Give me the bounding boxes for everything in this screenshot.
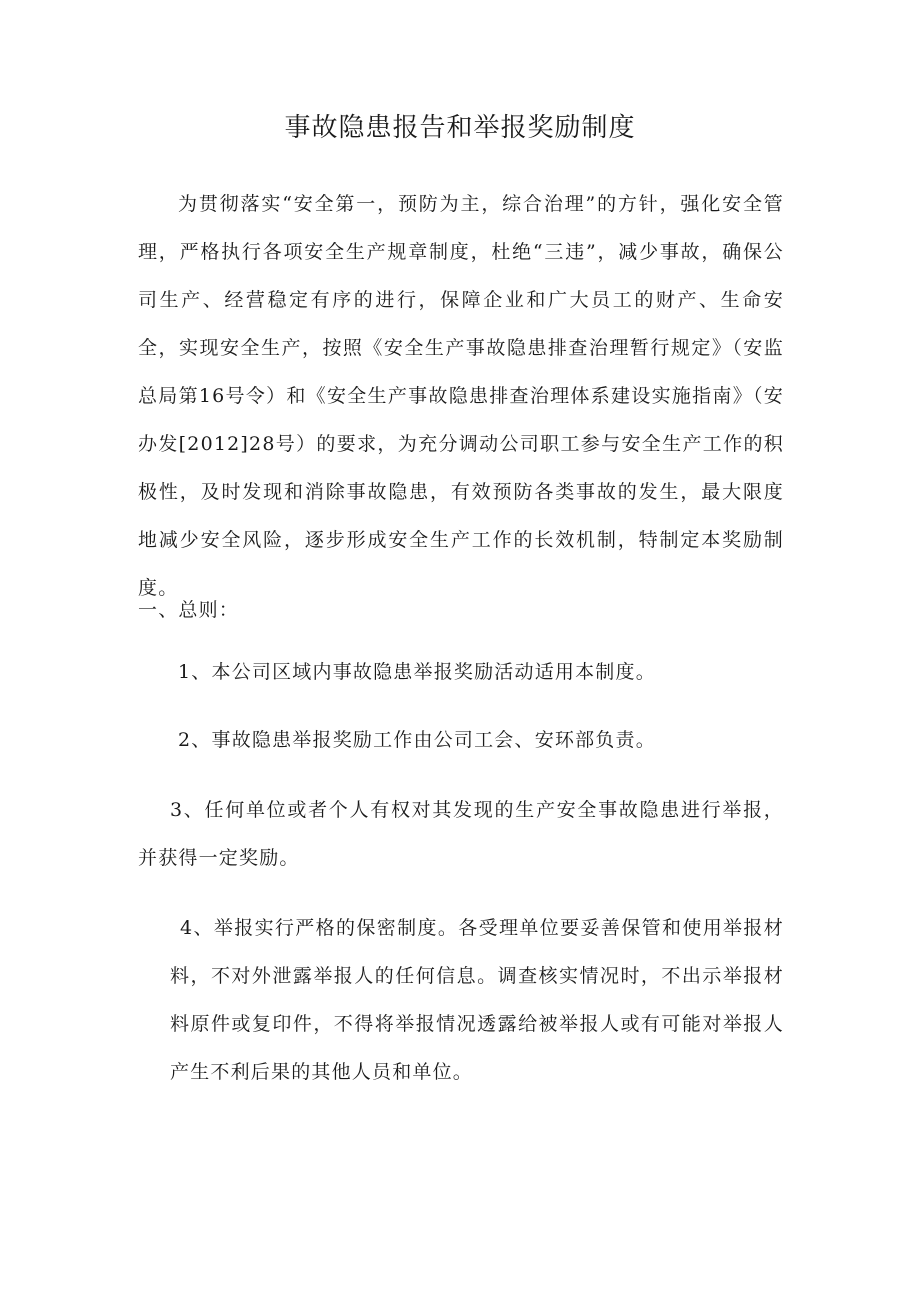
clause-2: 2、事故隐患举报奖励工作由公司工会、安环部负责。 [178,729,656,751]
document-title: 事故隐患报告和举报奖励制度 [284,113,636,143]
clause-1: 1、本公司区域内事故隐患举报奖励活动适用本制度。 [178,661,656,683]
clause-4: 4、举报实行严格的保密制度。各受理单位要妥善保管和使用举报材料，不对外泄露举报人的任何信息。调查核实情况时，不出示举报材料原件或复印件，不得将举报情况透露给被举报人或有可能对举报人产生不利后果的其他人员和单位。 [170,917,784,1083]
intro-paragraph: 为贯彻落实“安全第一，预防为主，综合治理”的方针，强化安全管理，严格执行各项安全生产规章制度，杜绝“三违”，减少事故，确保公司生产、经营稳定有序的进行，保障企业和广大员工的财产、生命安全，实现安全生产，按照《安全生产事故隐患排查治理暂行规定》（安监总局第16号令）和《安全生产事故隐患排查治理体系建设实施指南》（安办发[2012]28号）的要求，为充分调动公司职工参与安全生产工作的积极性，及时发现和消除事故隐患，有效预防各类事故的发生，最大限度地减少安全风险，逐步形成安全生产工作的长效机制，特制定本奖励制度。 [138,193,784,599]
clause-3: 3、任何单位或者个人有权对其发现的生产安全事故隐患进行举报，并获得一定奖励。 [138,799,784,869]
section-heading-general: 一、总则： [138,599,240,621]
